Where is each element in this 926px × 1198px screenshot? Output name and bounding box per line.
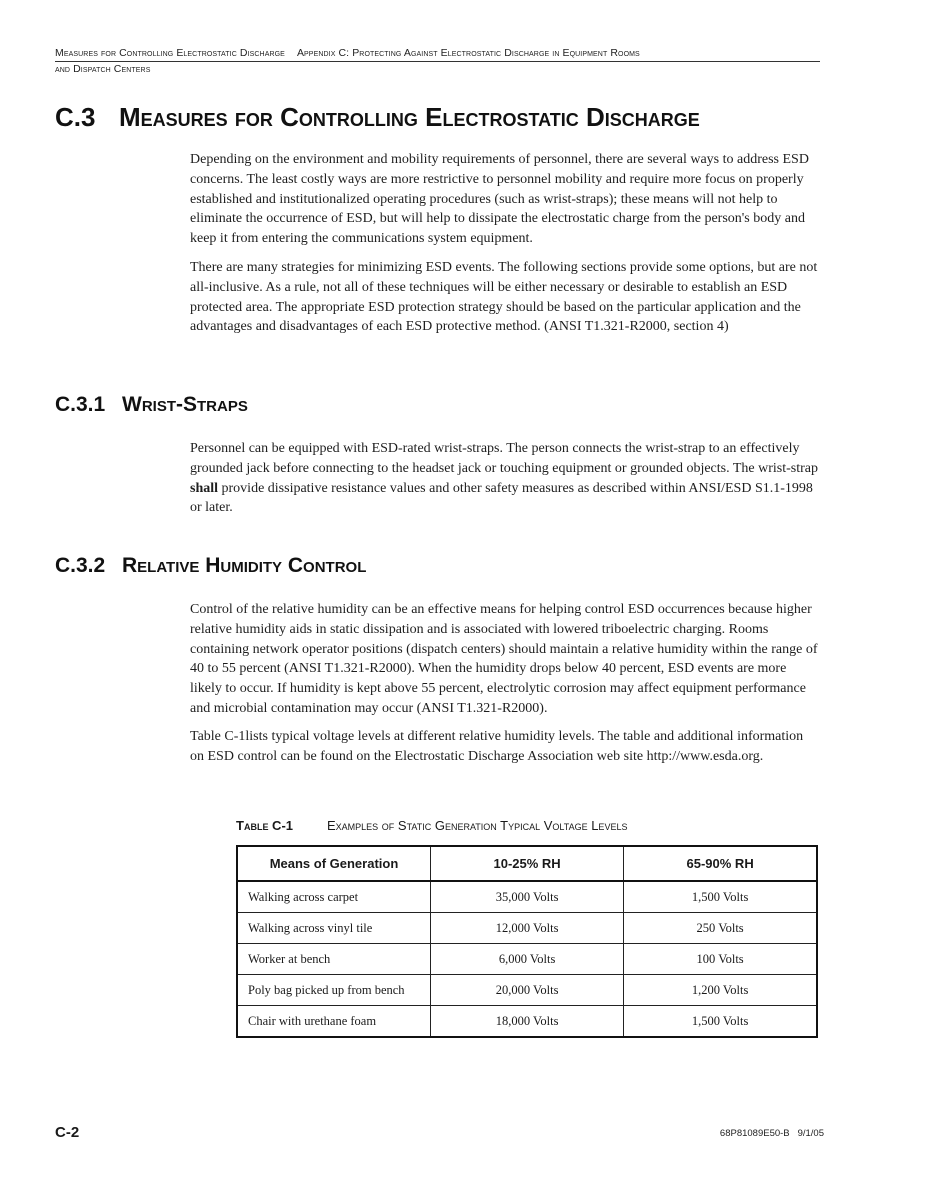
column-header: 65-90% RH bbox=[624, 846, 817, 881]
table-cell: Chair with urethane foam bbox=[237, 1006, 430, 1038]
humidity-paragraph-2: Table C-1lists typical voltage levels at different relative humidity levels. The table and additional information on ESD control can be found on the Electrostatic Discharge Association web site http://www.esda.org. bbox=[190, 729, 804, 764]
running-header-line2: and Dispatch Centers bbox=[55, 63, 151, 75]
running-header-line1 bbox=[55, 46, 820, 62]
section-number: C.3 bbox=[55, 102, 96, 132]
running-header-left: Measures for Controlling Electrostatic Discharge bbox=[55, 47, 285, 59]
section-heading bbox=[55, 102, 700, 133]
section-title: Measures for Controlling Electrostatic Discharge bbox=[119, 102, 700, 132]
table-cell: 20,000 Volts bbox=[430, 975, 623, 1006]
table-cell: 100 Volts bbox=[624, 944, 817, 975]
running-header bbox=[55, 46, 820, 77]
table-cell: 12,000 Volts bbox=[430, 913, 623, 944]
table-row bbox=[237, 975, 817, 1006]
table-header-row bbox=[237, 846, 817, 881]
table-title: Examples of Static Generation Typical Voltage Levels bbox=[327, 818, 628, 833]
shall-emphasis: shall bbox=[190, 480, 219, 496]
table-cell: 35,000 Volts bbox=[430, 881, 623, 913]
document-date: 9/1/05 bbox=[797, 1128, 824, 1139]
column-header: 10-25% RH bbox=[430, 846, 623, 881]
table-row bbox=[237, 913, 817, 944]
voltage-levels-table bbox=[236, 845, 818, 1038]
section-paragraph-1: Depending on the environment and mobility requirements of personnel, there are several ways to address ESD concerns. The least costly ways are more restrictive to personnel mobility and require more focus on properly established and institutionalized operating procedures (such as wrist-straps); these means will not help to eliminate the occurrence of ESD, but will help to dissipate the electrostatic charge from the person's body and keep it from entering the communications system equipment. bbox=[190, 152, 809, 247]
table-cell: 1,200 Volts bbox=[624, 975, 817, 1006]
subsection-heading-wrist-straps bbox=[55, 393, 248, 417]
running-header-right: Appendix C: Protecting Against Electrostatic Discharge in Equipment Rooms bbox=[296, 47, 640, 59]
humidity-paragraph-1: Control of the relative humidity can be an effective means for helping control ESD occurrences because higher relative humidity aids in static dissipation and is associated with lowered triboelectric charging. Rooms containing network operator positions (dispatch centers) should maintain a relative humidity within the range of 40 to 55 percent (ANSI T1.321-R2000). When the humidity drops below 40 percent, ESD events are more likely to occur. If humidity is kept above 55 percent, electrolytic corrosion may affect equipment performance and microbial contamination may occur (ANSI T1.321-R2000). bbox=[190, 602, 818, 716]
subsection-number: C.3.2 bbox=[55, 554, 106, 577]
table-cell: Walking across carpet bbox=[237, 881, 430, 913]
table-cell: 6,000 Volts bbox=[430, 944, 623, 975]
table-cell: Walking across vinyl tile bbox=[237, 913, 430, 944]
subsection-number: C.3.1 bbox=[55, 393, 106, 416]
wrist-straps-text-b: provide dissipative resistance values and other safety measures as described within ANSI/ESD S1.1-1998 or later. bbox=[190, 480, 813, 516]
table-cell: Poly bag picked up from bench bbox=[237, 975, 430, 1006]
table-cell: 1,500 Volts bbox=[624, 881, 817, 913]
section-paragraph-2: There are many strategies for minimizing ESD events. The following sections provide some options, but are not all-inclusive. As a rule, not all of these techniques will be either necessary or desirable to establish an ESD protected area. The appropriate ESD protection strategy should be based on the particular application and the advantages and disadvantages of each ESD protective method. (ANSI T1.321-R2000, section 4) bbox=[190, 260, 818, 335]
table-row bbox=[237, 1006, 817, 1038]
document-number: 68P81089E50-B bbox=[719, 1128, 790, 1139]
document-id bbox=[720, 1128, 824, 1139]
wrist-straps-text-a: Personnel can be equipped with ESD-rated wrist-straps. The person connects the wrist-strap to an effectively grounded jack before connecting to the headset jack or touching equipment or grounded objects. The wrist-strap bbox=[190, 441, 818, 476]
table-caption bbox=[236, 818, 627, 833]
table-cell: 250 Volts bbox=[624, 913, 817, 944]
table-label: Table C-1 bbox=[236, 818, 293, 833]
subsection-heading-humidity bbox=[55, 554, 366, 578]
table-row bbox=[237, 944, 817, 975]
subsection-title: Relative Humidity Control bbox=[122, 554, 367, 577]
table-cell: 18,000 Volts bbox=[430, 1006, 623, 1038]
table-cell: 1,500 Volts bbox=[624, 1006, 817, 1038]
table-cell: Worker at bench bbox=[237, 944, 430, 975]
column-header: Means of Generation bbox=[237, 846, 430, 881]
page-number: C-2 bbox=[55, 1124, 80, 1141]
table-row bbox=[237, 881, 817, 913]
wrist-straps-paragraph bbox=[190, 439, 820, 518]
subsection-title: Wrist-Straps bbox=[122, 393, 248, 416]
